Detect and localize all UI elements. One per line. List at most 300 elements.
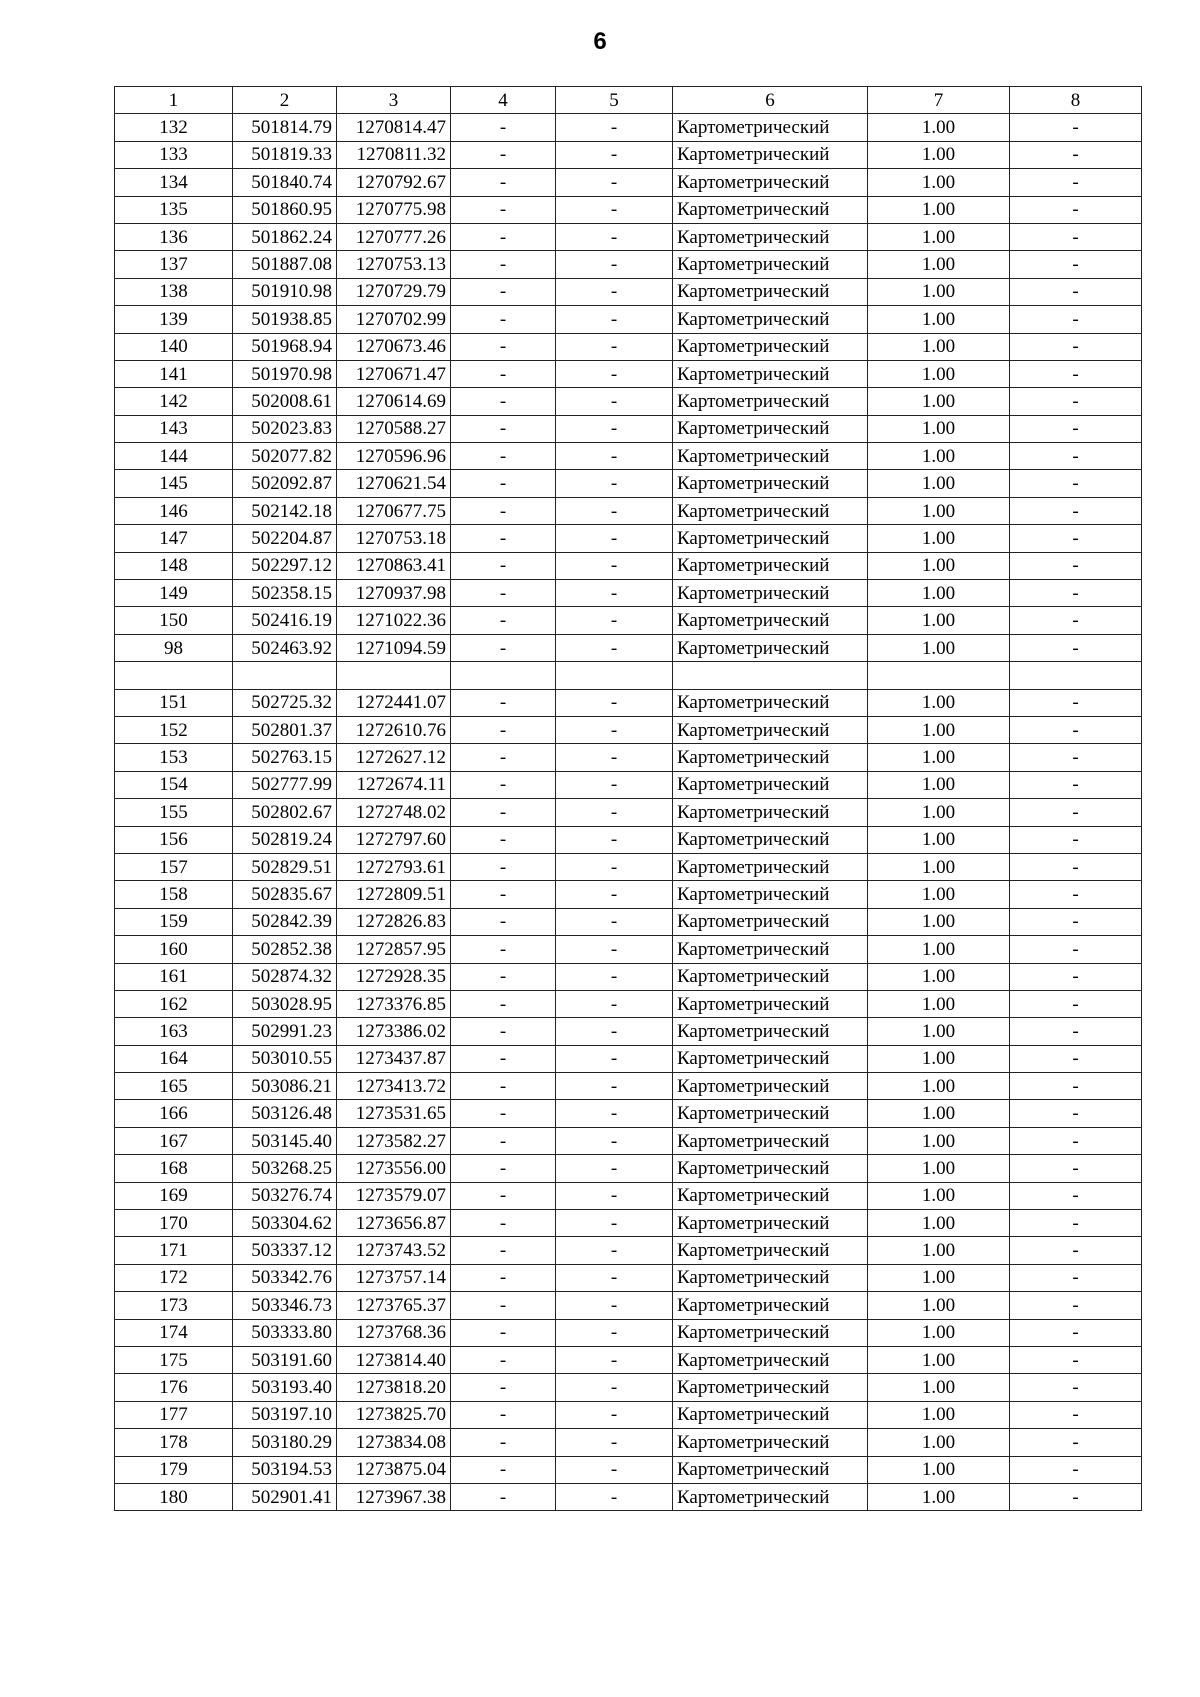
table-cell: 158	[115, 881, 233, 908]
table-cell: -	[1010, 1456, 1142, 1483]
table-row	[115, 251, 1142, 278]
table-cell: -	[451, 853, 556, 880]
table-cell: 142	[115, 388, 233, 415]
table-cell: 179	[115, 1456, 233, 1483]
table-cell: 160	[115, 936, 233, 963]
table-cell: 1270671.47	[337, 360, 451, 387]
table-cell: -	[556, 470, 673, 497]
table-cell: -	[556, 1182, 673, 1209]
table-cell: -	[556, 853, 673, 880]
table-cell: 1.00	[868, 333, 1010, 360]
table-cell: 1.00	[868, 169, 1010, 196]
table-cell: 502819.24	[233, 826, 337, 853]
table-cell: -	[451, 552, 556, 579]
table-cell: -	[556, 634, 673, 661]
table-cell: Картометрический	[673, 1401, 868, 1428]
table-cell: -	[556, 196, 673, 223]
table-cell: 157	[115, 853, 233, 880]
table-cell: 501968.94	[233, 333, 337, 360]
table-cell: Картометрический	[673, 799, 868, 826]
table-cell: 1270811.32	[337, 141, 451, 168]
table-cell	[451, 662, 556, 689]
table-cell: -	[451, 799, 556, 826]
table-cell: 1.00	[868, 196, 1010, 223]
table-cell: 501938.85	[233, 306, 337, 333]
table-cell: -	[556, 1374, 673, 1401]
table-cell: Картометрический	[673, 1429, 868, 1456]
table-cell: -	[451, 251, 556, 278]
table-cell: Картометрический	[673, 881, 868, 908]
table-cell: Картометрический	[673, 1374, 868, 1401]
table-cell: -	[451, 196, 556, 223]
table-cell: Картометрический	[673, 415, 868, 442]
table-cell: 1273834.08	[337, 1429, 451, 1456]
table-cell: 1.00	[868, 853, 1010, 880]
table-cell: 502901.41	[233, 1483, 337, 1510]
table-cell: 501862.24	[233, 223, 337, 250]
table-cell: 1270596.96	[337, 443, 451, 470]
table-cell: 1272797.60	[337, 826, 451, 853]
table-cell: -	[451, 771, 556, 798]
table-row	[115, 552, 1142, 579]
table-cell: -	[556, 744, 673, 771]
table-cell: 1.00	[868, 1292, 1010, 1319]
table-cell: Картометрический	[673, 689, 868, 716]
table-cell: Картометрический	[673, 169, 868, 196]
table-cell: Картометрический	[673, 1483, 868, 1510]
table-cell: -	[1010, 826, 1142, 853]
table-cell: Картометрический	[673, 1073, 868, 1100]
table-cell: -	[556, 1292, 673, 1319]
table-cell: 149	[115, 580, 233, 607]
table-cell: 1273556.00	[337, 1155, 451, 1182]
table-cell: 501970.98	[233, 360, 337, 387]
table-cell: 1.00	[868, 1401, 1010, 1428]
table-cell: 503197.10	[233, 1401, 337, 1428]
table-cell: -	[1010, 388, 1142, 415]
table-cell: 503346.73	[233, 1292, 337, 1319]
table-cell: -	[1010, 1210, 1142, 1237]
table-cell: Картометрический	[673, 1018, 868, 1045]
table-row	[115, 360, 1142, 387]
table-cell: -	[451, 114, 556, 141]
table-cell	[115, 662, 233, 689]
table-row	[115, 1319, 1142, 1346]
table-row	[115, 1429, 1142, 1456]
table-cell: 502852.38	[233, 936, 337, 963]
table-cell: -	[556, 1127, 673, 1154]
table-cell: 1.00	[868, 580, 1010, 607]
table-row	[115, 881, 1142, 908]
table-cell: 134	[115, 169, 233, 196]
table-cell: -	[451, 963, 556, 990]
table-cell: -	[1010, 360, 1142, 387]
table-cell: 503180.29	[233, 1429, 337, 1456]
table-cell: 502092.87	[233, 470, 337, 497]
table-cell	[1010, 662, 1142, 689]
table-cell: 1270621.54	[337, 470, 451, 497]
table-cell: 164	[115, 1045, 233, 1072]
table-cell: 502416.19	[233, 607, 337, 634]
table-cell: 153	[115, 744, 233, 771]
table-cell: 1273967.38	[337, 1483, 451, 1510]
table-cell: 1273531.65	[337, 1100, 451, 1127]
table-row	[115, 1210, 1142, 1237]
table-cell: 144	[115, 443, 233, 470]
table-cell: Картометрический	[673, 196, 868, 223]
table-cell: 148	[115, 552, 233, 579]
table-cell: 1270729.79	[337, 278, 451, 305]
table-cell: 1.00	[868, 525, 1010, 552]
table-cell: Картометрический	[673, 771, 868, 798]
table-cell: 140	[115, 333, 233, 360]
column-header-8: 8	[1010, 87, 1142, 114]
table-cell: 502077.82	[233, 443, 337, 470]
table-row	[115, 963, 1142, 990]
table-cell: Картометрический	[673, 1456, 868, 1483]
table-cell: -	[556, 415, 673, 442]
table-cell: 1272809.51	[337, 881, 451, 908]
table-cell: 1270792.67	[337, 169, 451, 196]
table-cell: -	[451, 936, 556, 963]
table-cell: Картометрический	[673, 497, 868, 524]
table-cell: Картометрический	[673, 388, 868, 415]
table-cell: 502142.18	[233, 497, 337, 524]
table-cell: -	[556, 1264, 673, 1291]
table-cell: -	[451, 306, 556, 333]
table-cell: -	[556, 607, 673, 634]
table-cell	[337, 662, 451, 689]
table-cell: -	[556, 936, 673, 963]
table-cell: 165	[115, 1073, 233, 1100]
table-cell: -	[556, 333, 673, 360]
table-cell: -	[1010, 936, 1142, 963]
table-cell: 174	[115, 1319, 233, 1346]
table-cell: -	[1010, 853, 1142, 880]
table-cell: -	[451, 580, 556, 607]
table-cell: -	[1010, 771, 1142, 798]
table-cell: 152	[115, 716, 233, 743]
table-cell: -	[1010, 1237, 1142, 1264]
table-cell: 156	[115, 826, 233, 853]
table-cell: -	[556, 169, 673, 196]
table-cell: -	[1010, 251, 1142, 278]
table-row	[115, 1264, 1142, 1291]
header-row	[115, 87, 1142, 114]
table-cell: 501840.74	[233, 169, 337, 196]
table-cell: 167	[115, 1127, 233, 1154]
table-cell: -	[451, 1210, 556, 1237]
table-cell: 132	[115, 114, 233, 141]
table-cell: 1.00	[868, 443, 1010, 470]
table-cell: 1.00	[868, 278, 1010, 305]
table-cell: -	[1010, 908, 1142, 935]
table-cell: 503304.62	[233, 1210, 337, 1237]
table-cell: -	[556, 908, 673, 935]
table-cell: 143	[115, 415, 233, 442]
table-cell: 502023.83	[233, 415, 337, 442]
coordinates-table	[114, 86, 1142, 1511]
table-body	[115, 114, 1142, 1511]
table-cell: 1.00	[868, 141, 1010, 168]
table-cell: 1.00	[868, 1018, 1010, 1045]
table-cell: -	[1010, 1346, 1142, 1373]
table-cell: 501910.98	[233, 278, 337, 305]
table-cell: Картометрический	[673, 306, 868, 333]
table-cell: -	[1010, 634, 1142, 661]
table-row	[115, 607, 1142, 634]
table-cell: -	[451, 525, 556, 552]
table-cell: 1.00	[868, 1182, 1010, 1209]
table-cell: 1.00	[868, 415, 1010, 442]
table-cell: Картометрический	[673, 1100, 868, 1127]
table-cell: -	[1010, 114, 1142, 141]
table-cell: -	[451, 1374, 556, 1401]
table-cell: -	[1010, 443, 1142, 470]
table-cell: 1273413.72	[337, 1073, 451, 1100]
table-cell: 141	[115, 360, 233, 387]
column-header-3: 3	[337, 87, 451, 114]
table-cell: -	[451, 1319, 556, 1346]
table-header	[115, 87, 1142, 114]
table-cell: -	[1010, 1374, 1142, 1401]
table-cell: 1.00	[868, 936, 1010, 963]
table-cell: 178	[115, 1429, 233, 1456]
table-cell: 176	[115, 1374, 233, 1401]
table-cell: -	[556, 497, 673, 524]
table-cell: 1272928.35	[337, 963, 451, 990]
table-cell: 502874.32	[233, 963, 337, 990]
column-header-1: 1	[115, 87, 233, 114]
table-cell: 502829.51	[233, 853, 337, 880]
table-cell: 1.00	[868, 716, 1010, 743]
table-cell: 1273818.20	[337, 1374, 451, 1401]
table-cell: -	[451, 415, 556, 442]
table-cell: Картометрический	[673, 1210, 868, 1237]
table-cell: -	[451, 141, 556, 168]
table-row	[115, 1237, 1142, 1264]
table-cell: -	[451, 607, 556, 634]
table-cell: -	[556, 689, 673, 716]
table-cell: 501887.08	[233, 251, 337, 278]
table-cell: -	[451, 443, 556, 470]
table-cell: -	[1010, 1264, 1142, 1291]
table-cell: 503342.76	[233, 1264, 337, 1291]
table-cell: -	[1010, 580, 1142, 607]
table-cell: -	[451, 826, 556, 853]
table-cell: -	[451, 881, 556, 908]
table-cell: -	[556, 990, 673, 1017]
table-cell: -	[556, 580, 673, 607]
table-cell: 503010.55	[233, 1045, 337, 1072]
table-cell: -	[451, 1155, 556, 1182]
table-cell: -	[1010, 881, 1142, 908]
table-cell: 502204.87	[233, 525, 337, 552]
table-cell: -	[451, 278, 556, 305]
table-cell: -	[451, 689, 556, 716]
table-cell: 503333.80	[233, 1319, 337, 1346]
table-cell: 137	[115, 251, 233, 278]
table-cell: Картометрический	[673, 634, 868, 661]
table-cell: Картометрический	[673, 963, 868, 990]
table-cell: 1.00	[868, 1210, 1010, 1237]
table-row	[115, 799, 1142, 826]
table-cell: -	[556, 278, 673, 305]
table-row	[115, 634, 1142, 661]
table-row	[115, 196, 1142, 223]
table-row	[115, 771, 1142, 798]
table-cell: -	[556, 141, 673, 168]
table-cell: 1.00	[868, 497, 1010, 524]
table-cell: 1273437.87	[337, 1045, 451, 1072]
table-cell: 1.00	[868, 607, 1010, 634]
table-cell: -	[1010, 963, 1142, 990]
table-cell: 175	[115, 1346, 233, 1373]
table-cell: -	[556, 388, 673, 415]
table-cell: -	[451, 169, 556, 196]
table-cell: 1270863.41	[337, 552, 451, 579]
table-cell: -	[556, 1210, 673, 1237]
table-cell: 1.00	[868, 799, 1010, 826]
table-cell: Картометрический	[673, 223, 868, 250]
table-cell: Картометрический	[673, 1319, 868, 1346]
table-cell: 162	[115, 990, 233, 1017]
table-cell: 1270814.47	[337, 114, 451, 141]
table-cell: -	[1010, 1292, 1142, 1319]
table-cell: 1.00	[868, 306, 1010, 333]
table-row	[115, 223, 1142, 250]
table-cell: Картометрический	[673, 333, 868, 360]
table-row	[115, 1483, 1142, 1510]
table-cell: -	[1010, 990, 1142, 1017]
table-row	[115, 415, 1142, 442]
table-row	[115, 936, 1142, 963]
table-cell: -	[1010, 716, 1142, 743]
table-cell: 163	[115, 1018, 233, 1045]
table-cell: 146	[115, 497, 233, 524]
table-cell: 1270614.69	[337, 388, 451, 415]
table-cell: 1272793.61	[337, 853, 451, 880]
table-cell: 1273875.04	[337, 1456, 451, 1483]
table-cell: Картометрический	[673, 278, 868, 305]
table-cell: 1.00	[868, 634, 1010, 661]
table-cell: -	[556, 443, 673, 470]
table-row	[115, 689, 1142, 716]
table-cell: -	[1010, 1155, 1142, 1182]
table-cell: Картометрический	[673, 1127, 868, 1154]
table-cell	[233, 662, 337, 689]
table-cell: -	[556, 1237, 673, 1264]
table-cell: 1.00	[868, 114, 1010, 141]
column-header-5: 5	[556, 87, 673, 114]
table-cell: 503337.12	[233, 1237, 337, 1264]
table-cell: 1270673.46	[337, 333, 451, 360]
table-cell: 501860.95	[233, 196, 337, 223]
table-cell: 1.00	[868, 223, 1010, 250]
table-cell: -	[1010, 470, 1142, 497]
table-cell: 503191.60	[233, 1346, 337, 1373]
table-cell: 1.00	[868, 388, 1010, 415]
table-cell: 1.00	[868, 1155, 1010, 1182]
table-cell: 503193.40	[233, 1374, 337, 1401]
table-cell: 502842.39	[233, 908, 337, 935]
table-cell: 1270702.99	[337, 306, 451, 333]
table-row	[115, 1018, 1142, 1045]
table-cell: 1271094.59	[337, 634, 451, 661]
table-cell: -	[1010, 1182, 1142, 1209]
table-cell: 169	[115, 1182, 233, 1209]
table-cell: 1273765.37	[337, 1292, 451, 1319]
table-cell: 1273656.87	[337, 1210, 451, 1237]
table-row	[115, 744, 1142, 771]
table-cell: 1270775.98	[337, 196, 451, 223]
table-cell: -	[556, 1456, 673, 1483]
table-cell: 1273768.36	[337, 1319, 451, 1346]
table-row	[115, 470, 1142, 497]
table-cell: 502463.92	[233, 634, 337, 661]
table-cell: 1.00	[868, 963, 1010, 990]
table-cell: -	[556, 1155, 673, 1182]
table-cell: 1270588.27	[337, 415, 451, 442]
table-cell: 502802.67	[233, 799, 337, 826]
table-cell: -	[1010, 1100, 1142, 1127]
table-cell: 502358.15	[233, 580, 337, 607]
table-cell: 502008.61	[233, 388, 337, 415]
table-cell: 1.00	[868, 990, 1010, 1017]
table-cell: -	[556, 525, 673, 552]
table-cell: 138	[115, 278, 233, 305]
table-cell: 503268.25	[233, 1155, 337, 1182]
table-cell: 1.00	[868, 1237, 1010, 1264]
table-cell: -	[1010, 1401, 1142, 1428]
table-cell: 1273743.52	[337, 1237, 451, 1264]
table-cell: 166	[115, 1100, 233, 1127]
column-header-4: 4	[451, 87, 556, 114]
table-cell: 1.00	[868, 744, 1010, 771]
table-cell: Картометрический	[673, 908, 868, 935]
table-cell: Картометрический	[673, 1182, 868, 1209]
table-cell: -	[1010, 278, 1142, 305]
table-cell: 503276.74	[233, 1182, 337, 1209]
table-cell: 1.00	[868, 826, 1010, 853]
table-cell: -	[451, 1292, 556, 1319]
table-cell: Картометрический	[673, 1264, 868, 1291]
table-cell: 1.00	[868, 1100, 1010, 1127]
table-cell: 1272441.07	[337, 689, 451, 716]
table-cell: -	[1010, 333, 1142, 360]
table-cell: Картометрический	[673, 580, 868, 607]
table-cell: 503126.48	[233, 1100, 337, 1127]
table-row	[115, 1374, 1142, 1401]
table-cell: 170	[115, 1210, 233, 1237]
table-cell: -	[451, 1237, 556, 1264]
table-cell: Картометрический	[673, 114, 868, 141]
table-cell: 168	[115, 1155, 233, 1182]
table-cell: 1273757.14	[337, 1264, 451, 1291]
table-cell: -	[451, 333, 556, 360]
table-row	[115, 1045, 1142, 1072]
table-cell: 1271022.36	[337, 607, 451, 634]
table-cell: Картометрический	[673, 360, 868, 387]
table-cell: 502725.32	[233, 689, 337, 716]
table-cell: -	[451, 908, 556, 935]
column-header-6: 6	[673, 87, 868, 114]
table-cell: -	[556, 306, 673, 333]
table-cell: 1.00	[868, 1319, 1010, 1346]
table-row	[115, 1100, 1142, 1127]
table-row	[115, 1292, 1142, 1319]
table-cell: -	[556, 716, 673, 743]
